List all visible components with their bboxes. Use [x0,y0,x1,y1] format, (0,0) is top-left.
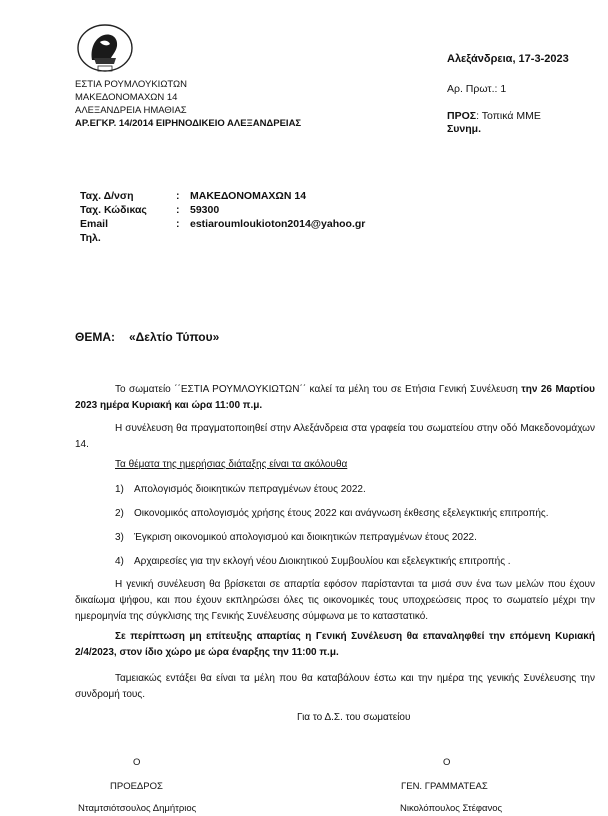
org-registry: ΑΡ.ΕΓΚΡ. 14/2014 ΕΙΡΗΝΟΔΙΚΕΙΟ ΑΛΕΞΑΝΔΡΕΙΑΣ [75,118,302,129]
contact-separator: : [176,204,180,216]
contact-label: Τηλ. [80,232,101,244]
secretary-title: ΓΕΝ. ΓΡΑΜΜΑΤΕΑΣ [401,781,488,792]
contact-value: 59300 [190,204,220,216]
org-name: ΕΣΤΙΑ ΡΟΥΜΛΟΥΚΙΩΤΩΝ [75,79,188,90]
contact-row [80,189,365,203]
contact-separator: : [176,190,180,202]
contact-separator: : [176,218,180,230]
paragraph-membership-fees: Ταμειακώς εντάξει θα είναι τα μέλη που θα καταβάλουν έστω και την ημέρα της γενικής Συνέλευσης την συνδρομή τους. [75,673,595,700]
org-street: ΜΑΚΕΔΟΝΟΜΑΧΩΝ 14 [75,92,178,103]
contact-row [80,231,365,245]
org-city: ΑΛΕΞΑΝΔΡΕΙΑ ΗΜΑΘΙΑΣ [75,105,187,116]
closing-line: Για το Δ.Σ. του σωματείου [297,712,411,723]
recipient-label: ΠΡΟΣ [447,110,477,122]
protocol-number: Αρ. Πρωτ.: 1 [447,83,507,95]
agenda-item [115,532,477,543]
agenda-item-text: Οικονομικός απολογισμός χρήσης έτους 2022 και ανάγνωση έκθεσης εξελεγκτικής επιτροπής. [134,508,549,519]
agenda-item-number: 2) [115,508,124,519]
invitation-datetime: την 26 Μαρτίου 2023 ημέρα Κυριακή και ώρα 11:00 π.μ. [75,384,596,411]
paragraph-invitation [75,382,595,414]
recipient-value: : Τοπικά ΜΜΕ [476,110,541,122]
invitation-text: Το σωματείο ΄΄ΕΣΤΙΑ ΡΟΥΜΛΟΥΚΙΩΤΩΝ΄΄ καλεί τα μέλη του σε Ετήσια Γενική Συνέλευση [115,384,522,395]
president-name: Νταμτσιότσουλος Δημήτριος [78,803,197,814]
organization-seal-logo [70,22,140,76]
secretary-name: Νικολόπουλος Στέφανος [400,803,503,814]
agenda-item-number: 1) [115,484,124,495]
subject-label: ΘΕΜΑ: [75,330,115,344]
organization-header [75,78,301,130]
president-title: ΠΡΟΕΔΡΟΣ [110,781,163,792]
agenda-item-number: 4) [115,556,124,567]
president-mark: Ο [133,757,141,768]
paragraph-venue: Η συνέλευση θα πραγματοποιηθεί στην Αλεξάνδρεια στα γραφεία του σωματείου στην οδό Μακεδονομάχων 14. [75,423,595,450]
agenda-item [115,508,549,519]
contact-row [80,203,365,217]
contact-label: Ταχ. Κώδικας [80,204,147,216]
agenda-title: Τα θέματα της ημερήσιας διάταξης είναι τα ακόλουθα [115,459,348,470]
contact-value: ΜΑΚΕΔΟΝΟΜΑΧΩΝ 14 [190,190,307,202]
agenda-item [115,484,366,495]
agenda-item [115,556,511,567]
contact-label: Email [80,218,109,230]
subject-value: «Δελτίο Τύπου» [129,330,220,344]
contact-label: Ταχ. Δ/νση [80,190,134,202]
recipient-line [447,110,541,122]
contact-separator [176,231,190,245]
paragraph-repeat-meeting: Σε περίπτωση μη επίτευξης απαρτίας η Γενική Συνέλευση θα επαναληφθεί την επόμενη Κυριακή 2/4/2023, στον ίδιο χώρο με ώρα έναρξης την 11:00 π.μ. [75,631,595,658]
contact-details [80,189,365,245]
place-date: Αλεξάνδρεια, 17-3-2023 [447,53,569,65]
subject-line [75,330,219,344]
contact-value: estiaroumloukioton2014@yahoo.gr [190,218,366,230]
agenda-item-text: Απολογισμός διοικητικών πεπραγμένων έτους 2022. [134,484,366,495]
attachments-label: Συνημ. [447,123,482,135]
agenda-item-number: 3) [115,532,124,543]
paragraph-quorum: Η γενική συνέλευση θα βρίσκεται σε απαρτία εφόσον παρίστανται τα μισά συν ένα των μελών που έχουν δικαίωμα ψήφου, και που έχουν εκπληρώσει όλες τις οικονομικές τους υποχρεώσεις προς το σωματείο μέχρι την ημερομηνία της σύγκλισης της Γενικής Συνέλευσης σύμφωνα με το καταστατικό. [75,579,595,622]
secretary-mark: Ο [443,757,451,768]
agenda-item-text: Αρχαιρεσίες για την εκλογή νέου Διοικητικού Συμβουλίου και εξελεγκτικής επιτροπής . [134,556,511,567]
contact-row [80,217,365,231]
agenda-item-text: Έγκριση οικονομικού απολογισμού και διοικητικών πεπραγμένων έτους 2022. [134,532,477,543]
